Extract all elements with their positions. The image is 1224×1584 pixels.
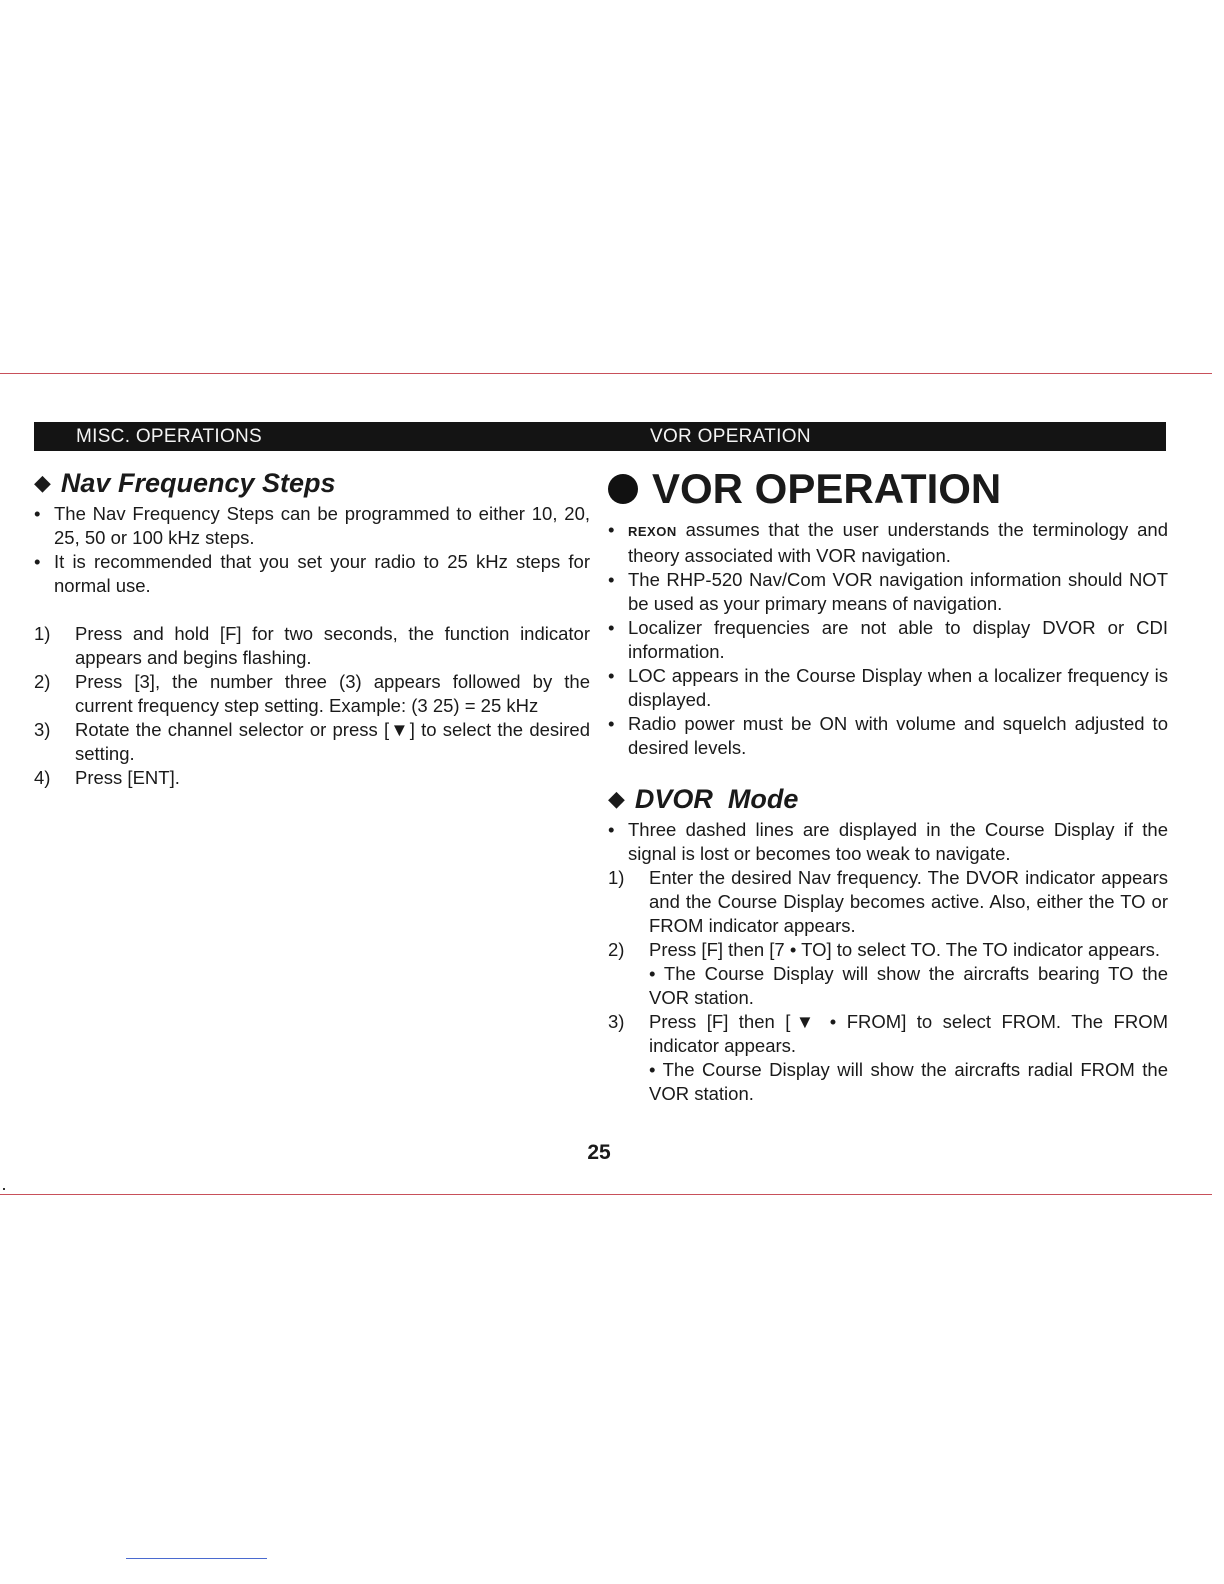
header-left-label: MISC. OPERATIONS xyxy=(76,426,263,447)
top-rule xyxy=(0,373,1212,374)
list-item: • REXON assumes that the user understands the terminology and theory associated with VOR navigation. xyxy=(608,518,1168,568)
page-number: 25 xyxy=(587,1141,611,1164)
step-item: 2) Press [3], the number three (3) appears followed by the current frequency step setting. Example: (3 25) = 25 kHz xyxy=(34,671,590,716)
brand-name: REXON xyxy=(628,524,677,539)
step-item: 1) Press and hold [F] for two seconds, the function indicator appears and begins flashing. xyxy=(34,623,590,668)
step-item: 3) Press [F] then [▼ • FROM] to select FROM. The FROM indicator appears. • The Course Display will show the aircrafts radial FROM the VOR station. xyxy=(608,1011,1168,1104)
list-item: • Radio power must be ON with volume and squelch adjusted to desired levels. xyxy=(608,712,1168,760)
list-item: • LOC appears in the Course Display when a localizer frequency is displayed. xyxy=(608,664,1168,712)
list-item: • It is recommended that you set your radio to 25 kHz steps for normal use. xyxy=(34,550,590,598)
step-note: • The Course Display will show the aircrafts bearing TO the VOR station. xyxy=(649,963,1168,1008)
bottom-rule xyxy=(0,1194,1212,1195)
dvor-mode-title: DVOR Mode xyxy=(634,784,799,814)
list-item: • The Nav Frequency Steps can be programmed to either 10, 20, 25, 50 or 100 kHz steps. xyxy=(34,502,590,550)
diamond-bullet-icon: ◆ xyxy=(608,786,625,811)
header-right-label: VOR OPERATION xyxy=(650,426,811,447)
bottom-link-line xyxy=(126,1558,267,1559)
list-item: • The RHP-520 Nav/Com VOR navigation information should NOT be used as your primary means of navigation. xyxy=(608,568,1168,616)
diamond-bullet-icon: ◆ xyxy=(34,470,51,495)
dvor-step-list xyxy=(608,866,1168,1106)
vor-operation-heading xyxy=(608,466,1168,512)
speck xyxy=(3,1188,5,1190)
step-item: 3) Rotate the channel selector or press [▼] to select the desired setting. xyxy=(34,719,590,764)
left-column xyxy=(34,466,590,790)
list-item: • Localizer frequencies are not able to display DVOR or CDI information. xyxy=(608,616,1168,664)
vor-operation-title: VOR OPERATION xyxy=(652,465,1002,512)
dvor-bullet-list xyxy=(608,818,1168,866)
right-column xyxy=(608,466,1168,1106)
step-note: • The Course Display will show the aircrafts radial FROM the VOR station. xyxy=(649,1059,1168,1104)
left-step-list xyxy=(34,622,590,790)
dvor-mode-heading xyxy=(608,782,1168,816)
left-bullet-list xyxy=(34,502,590,598)
nav-frequency-steps-title: Nav Frequency Steps xyxy=(60,468,336,498)
list-item: • Three dashed lines are displayed in the Course Display if the signal is lost or becomes too weak to navigate. xyxy=(608,818,1168,866)
section-header-bar xyxy=(34,422,1166,451)
right-bullet-list xyxy=(608,518,1168,760)
circle-bullet-icon xyxy=(608,474,638,504)
step-item: 1) Enter the desired Nav frequency. The DVOR indicator appears and the Course Display becomes active. Also, either the TO or FROM indicator appears. xyxy=(608,867,1168,936)
nav-frequency-steps-heading xyxy=(34,466,590,500)
step-item: 4) Press [ENT]. xyxy=(34,767,180,788)
step-item: 2) Press [F] then [7 • TO] to select TO. The TO indicator appears. • The Course Display will show the aircrafts bearing TO the VOR station. xyxy=(608,939,1168,1008)
